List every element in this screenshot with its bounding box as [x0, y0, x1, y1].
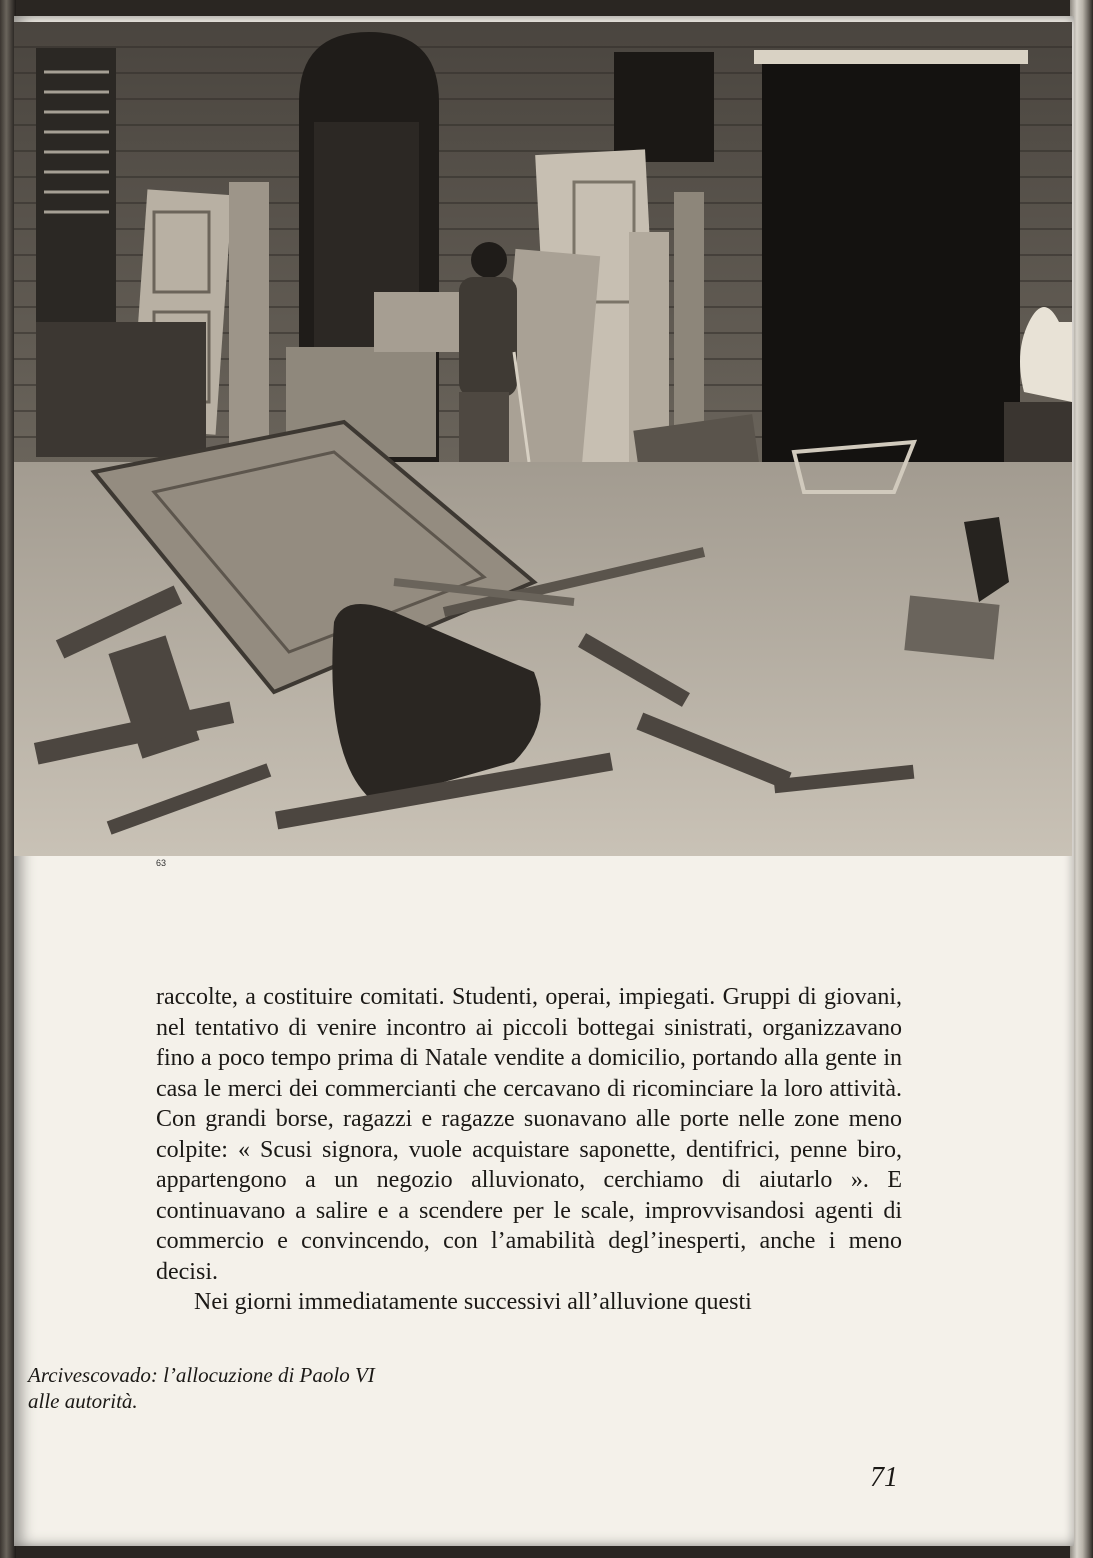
shop-doorway	[762, 58, 1020, 492]
photo-caption	[28, 1362, 418, 1414]
paragraph: raccolte, a costituire comitati. Studenti, operai, impiegati. Gruppi di giovani, nel tentativo di venire incontro ai piccoli bottegai sinistrati, organizzavano fino a poco tempo prima di Natale vendite a domicilio, portando alla gente in casa le merci dei commercianti che cercavano di ricominciare la loro attività. Con grandi borse, ragazzi e ragazze suonavano alle porte nelle zone meno colpite: « Scusi signora, vuole acquistare saponette, dentifrici, penne biro, appartengono a un negozio alluvionato, cerchiamo di aiutarlo ». E continuavano a salire e a scendere per le scale, improvvisandosi agenti di commercio e convincendo, con l’amabilità degl’inesperti, anche i meno decisi.	[156, 984, 902, 1285]
flood-debris-photo	[14, 22, 1072, 856]
shuttered-window	[36, 48, 116, 328]
caption-line: Arcivescovado: l’allocuzione di Paolo VI	[28, 1363, 375, 1387]
paragraph: Nei giorni immediatamente successivi all’alluvione questi	[194, 1289, 752, 1315]
book-page	[14, 16, 1074, 1546]
figure-number: 63	[156, 858, 167, 868]
photo-illustration	[14, 22, 1072, 856]
stone-block	[904, 595, 999, 659]
body-text	[156, 982, 902, 1318]
page-number: 71	[870, 1462, 898, 1493]
caption-line: alle autorità.	[28, 1389, 138, 1413]
